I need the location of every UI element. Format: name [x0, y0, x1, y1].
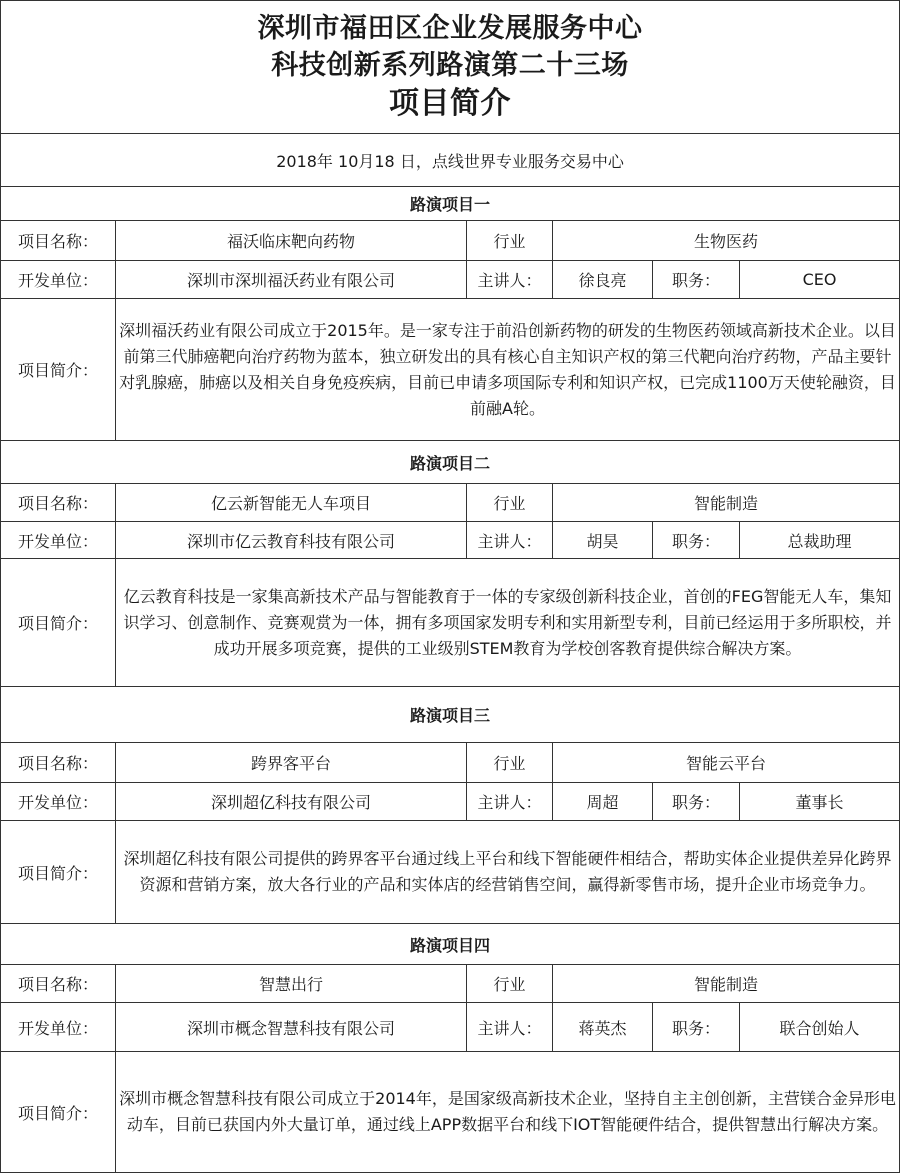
speaker-value: 胡昊 — [553, 522, 653, 559]
project-name: 福沃临床靶向药物 — [116, 221, 467, 261]
page-title: 项目简介 — [389, 86, 512, 121]
intro-label: 项目简介： — [1, 559, 116, 687]
position-value: CEO — [740, 261, 900, 299]
intro-text: 深圳超亿科技有限公司提供的跨界客平台通过线上平台和线下智能硬件相结合，帮助实体企业提供差异化跨界资源和营销方案，放大各行业的产品和实体店的经营销售空间，赢得新零售市场，提升企业市场竞争力。 — [116, 821, 900, 924]
header-row — [1, 1, 900, 134]
developer-row — [1, 522, 900, 559]
name-label: 项目名称： — [1, 221, 116, 261]
org-title: 深圳市福田区企业发展服务中心 — [257, 13, 643, 44]
name-row — [1, 743, 900, 783]
event-title: 科技创新系列路演第二十三场 — [271, 50, 629, 81]
position-label: 职务： — [653, 1003, 740, 1052]
speaker-value: 周超 — [553, 783, 653, 821]
developer-row — [1, 1003, 900, 1052]
name-row — [1, 965, 900, 1003]
position-value: 联合创始人 — [740, 1003, 900, 1052]
section-title: 路演项目一 — [1, 187, 900, 221]
industry-value: 智能制造 — [553, 484, 900, 522]
speaker-value: 徐良亮 — [553, 261, 653, 299]
project-name: 亿云新智能无人车项目 — [116, 484, 467, 522]
intro-text: 亿云教育科技是一家集高新技术产品与智能教育于一体的专家级创新科技企业，首创的FEG智能无人车，集知识学习、创意制作、竞赛观赏为一体，拥有多项国家发明专利和实用新型专利，目前已经运用于多所职校，并成功开展多项竞赛，提供的工业级别STEM教育为学校创客教育提供综合解决方案。 — [116, 559, 900, 687]
intro-row — [1, 821, 900, 924]
industry-label: 行业 — [467, 743, 553, 783]
developer-row — [1, 261, 900, 299]
developer-value: 深圳市概念智慧科技有限公司 — [116, 1003, 467, 1052]
developer-label: 开发单位： — [1, 261, 116, 299]
developer-row — [1, 783, 900, 821]
industry-value: 智能云平台 — [553, 743, 900, 783]
developer-label: 开发单位： — [1, 1003, 116, 1052]
intro-text: 深圳市概念智慧科技有限公司成立于2014年，是国家级高新技术企业，坚持自主主创创新，主营镁合金异形电动车，目前已获国内外大量订单，通过线上APP数据平台和线下IOT智能硬件结合，提供智慧出行解决方案。 — [116, 1052, 900, 1173]
intro-label: 项目简介： — [1, 299, 116, 441]
intro-row — [1, 559, 900, 687]
section-row — [1, 187, 900, 221]
intro-text: 深圳福沃药业有限公司成立于2015年。是一家专注于前沿创新药物的研发的生物医药领域高新技术企业。以目前第三代肺癌靶向治疗药物为蓝本，独立研发出的具有核心自主知识产权的第三代靶向治疗药物，产品主要针对乳腺癌，肺癌以及相关自身免疫疾病，目前已申请多项国际专利和知识产权，已完成1100万天使轮融资，目前融A轮。 — [116, 299, 900, 441]
industry-label: 行业 — [467, 221, 553, 261]
intro-row — [1, 1052, 900, 1173]
section-row — [1, 924, 900, 965]
position-label: 职务： — [653, 522, 740, 559]
position-value: 董事长 — [740, 783, 900, 821]
industry-value: 生物医药 — [553, 221, 900, 261]
name-label: 项目名称： — [1, 965, 116, 1003]
speaker-label: 主讲人： — [467, 783, 553, 821]
date-row — [1, 134, 900, 187]
intro-label: 项目简介： — [1, 821, 116, 924]
position-value: 总裁助理 — [740, 522, 900, 559]
intro-label: 项目简介： — [1, 1052, 116, 1173]
name-row — [1, 221, 900, 261]
position-label: 职务： — [653, 261, 740, 299]
document-header — [1, 1, 900, 134]
name-row — [1, 484, 900, 522]
section-title: 路演项目四 — [1, 924, 900, 965]
industry-value: 智能制造 — [553, 965, 900, 1003]
developer-label: 开发单位： — [1, 522, 116, 559]
developer-label: 开发单位： — [1, 783, 116, 821]
industry-label: 行业 — [467, 965, 553, 1003]
section-title: 路演项目二 — [1, 441, 900, 484]
speaker-label: 主讲人： — [467, 1003, 553, 1052]
industry-label: 行业 — [467, 484, 553, 522]
intro-row — [1, 299, 900, 441]
project-name: 跨界客平台 — [116, 743, 467, 783]
developer-value: 深圳市深圳福沃药业有限公司 — [116, 261, 467, 299]
speaker-value: 蒋英杰 — [553, 1003, 653, 1052]
date-venue: 2018年 10月18 日，点线世界专业服务交易中心 — [1, 134, 900, 187]
name-label: 项目名称： — [1, 484, 116, 522]
project-name: 智慧出行 — [116, 965, 467, 1003]
name-label: 项目名称： — [1, 743, 116, 783]
section-row — [1, 441, 900, 484]
speaker-label: 主讲人： — [467, 522, 553, 559]
speaker-label: 主讲人： — [467, 261, 553, 299]
developer-value: 深圳市亿云教育科技有限公司 — [116, 522, 467, 559]
position-label: 职务： — [653, 783, 740, 821]
section-row — [1, 687, 900, 743]
section-title: 路演项目三 — [1, 687, 900, 743]
developer-value: 深圳超亿科技有限公司 — [116, 783, 467, 821]
